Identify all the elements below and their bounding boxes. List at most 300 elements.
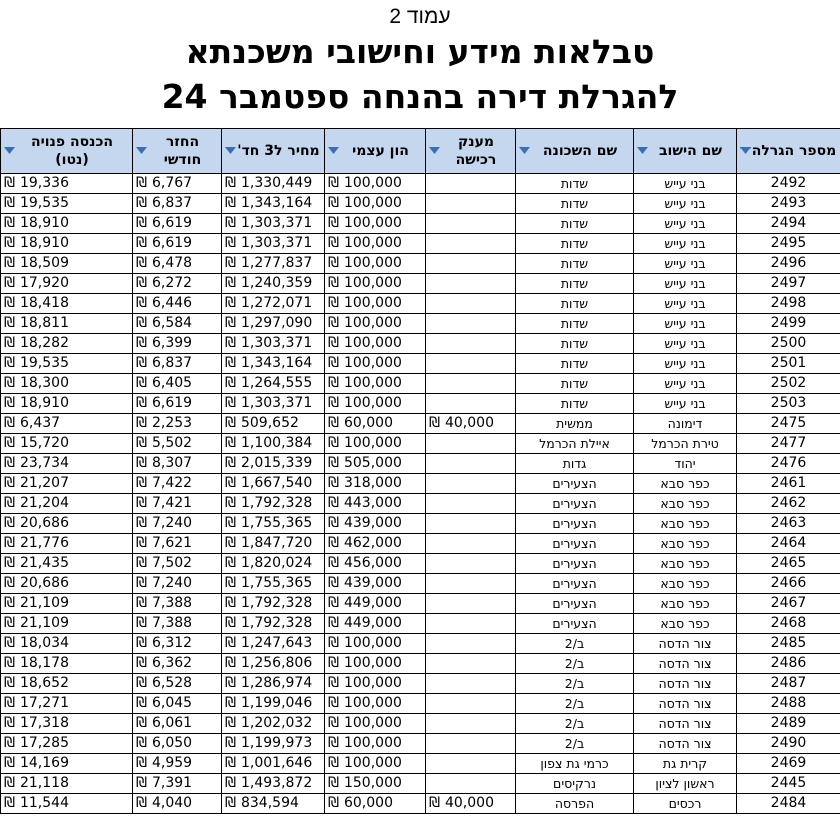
cell-neighborhood: כרמי גת צפון [516,754,634,774]
cell-neighborhood: נרקיסים [516,774,634,794]
cell-grant [426,294,516,314]
cell-grant [426,314,516,334]
cell-price [222,234,325,254]
cell-grant [426,394,516,414]
cell-neighborhood: ב/2 [516,714,634,734]
cell-value: 439,000 [343,515,402,531]
currency-symbol: ₪ [328,495,339,511]
cell-city: בני עייש [634,234,737,254]
currency-symbol: ₪ [4,395,15,411]
cell-value: 40,000 [444,415,494,431]
cell-price [222,794,325,814]
filter-icon[interactable] [225,147,236,155]
cell-grant [426,234,516,254]
cell-grant [426,194,516,214]
header-grant[interactable] [426,129,516,174]
cell-price [222,194,325,214]
currency-symbol: ₪ [328,275,339,291]
currency-symbol: ₪ [225,255,236,271]
cell-neighborhood: הצעירים [516,594,634,614]
cell-value: 100,000 [343,675,402,691]
cell-value: 1,820,024 [240,555,313,571]
cell-monthly-payment [133,434,222,454]
cell-value: 18,509 [19,255,69,271]
cell-value: 1,755,365 [240,515,313,531]
cell-monthly-payment [133,714,222,734]
filter-icon[interactable] [637,147,648,155]
currency-symbol: ₪ [328,215,339,231]
cell-price [222,414,325,434]
currency-symbol: ₪ [4,175,15,191]
cell-price [222,754,325,774]
currency-symbol: ₪ [136,255,147,271]
cell-value: 18,910 [19,395,69,411]
currency-symbol: ₪ [4,515,15,531]
currency-symbol: ₪ [225,615,236,631]
cell-neighborhood: גדות [516,454,634,474]
cell-lottery-number: 2467 [737,594,840,614]
currency-symbol: ₪ [136,515,147,531]
currency-symbol: ₪ [328,395,339,411]
header-equity[interactable] [325,129,426,174]
cell-value: 1,330,449 [240,175,313,191]
currency-symbol: ₪ [4,595,15,611]
cell-neighborhood: הפרסה [516,794,634,814]
cell-city: בני עייש [634,254,737,274]
currency-symbol: ₪ [328,655,339,671]
cell-value: 100,000 [343,735,402,751]
cell-grant [426,734,516,754]
cell-neighborhood: הצעירים [516,514,634,534]
currency-symbol: ₪ [328,675,339,691]
cell-monthly-payment [133,274,222,294]
currency-symbol: ₪ [328,295,339,311]
cell-grant [426,214,516,234]
cell-value: 449,000 [343,615,402,631]
cell-value: 18,178 [19,655,69,671]
cell-lottery-number: 2475 [737,414,840,434]
cell-neighborhood: איילת הכרמל [516,434,634,454]
cell-neighborhood: שדות [516,174,634,194]
currency-symbol: ₪ [4,575,15,591]
cell-value: 1,303,371 [240,395,313,411]
cell-grant [426,554,516,574]
cell-net-income [1,254,133,274]
currency-symbol: ₪ [225,395,236,411]
cell-price [222,674,325,694]
cell-net-income [1,454,133,474]
cell-monthly-payment [133,654,222,674]
currency-symbol: ₪ [4,315,15,331]
currency-symbol: ₪ [4,775,15,791]
cell-price [222,334,325,354]
table-row [1,214,840,234]
currency-symbol: ₪ [4,415,15,431]
table-row [1,454,840,474]
currency-symbol: ₪ [136,335,147,351]
cell-value: 11,544 [19,795,69,811]
table-row [1,174,840,194]
cell-price [222,394,325,414]
cell-price [222,534,325,554]
cell-price [222,594,325,614]
cell-grant [426,634,516,654]
cell-value: 7,502 [151,555,193,571]
cell-value: 4,959 [151,755,193,771]
cell-lottery-number: 2490 [737,734,840,754]
cell-equity [325,274,426,294]
cell-monthly-payment [133,514,222,534]
currency-symbol: ₪ [4,355,15,371]
cell-neighborhood: שדות [516,294,634,314]
table-row [1,754,840,774]
cell-monthly-payment [133,574,222,594]
header-price[interactable] [222,129,325,174]
cell-city: צור הדסה [634,634,737,654]
cell-price [222,374,325,394]
header-label: שם הישוב [659,143,722,159]
currency-symbol: ₪ [225,275,236,291]
cell-value: 100,000 [343,195,402,211]
cell-value: 1,303,371 [240,335,313,351]
cell-value: 6,837 [151,195,193,211]
table-row [1,374,840,394]
cell-grant [426,274,516,294]
cell-city: בני עייש [634,194,737,214]
cell-net-income [1,514,133,534]
currency-symbol: ₪ [136,355,147,371]
cell-price [222,574,325,594]
currency-symbol: ₪ [4,535,15,551]
table-row [1,634,840,654]
cell-value: 1,297,090 [240,315,313,331]
cell-city: יהוד [634,454,737,474]
cell-neighborhood: ב/2 [516,674,634,694]
cell-value: 1,792,328 [240,495,313,511]
cell-equity [325,774,426,794]
currency-symbol: ₪ [328,335,339,351]
currency-symbol: ₪ [225,635,236,651]
currency-symbol: ₪ [136,795,147,811]
cell-city: כפר סבא [634,594,737,614]
cell-monthly-payment [133,174,222,194]
cell-monthly-payment [133,614,222,634]
cell-value: 8,307 [151,455,193,471]
header-city[interactable] [634,129,737,174]
currency-symbol: ₪ [136,555,147,571]
cell-value: 100,000 [343,335,402,351]
currency-symbol: ₪ [136,775,147,791]
currency-symbol: ₪ [136,175,147,191]
currency-symbol: ₪ [328,555,339,571]
cell-price [222,314,325,334]
table-row [1,314,840,334]
filter-icon[interactable] [136,147,147,155]
cell-value: 100,000 [343,375,402,391]
cell-equity [325,294,426,314]
cell-city: בני עייש [634,214,737,234]
cell-value: 6,405 [151,375,193,391]
cell-equity [325,474,426,494]
cell-value: 456,000 [343,555,402,571]
header-label: מספר הגרלה [751,143,837,159]
cell-city: ראשון לציון [634,774,737,794]
table-row [1,434,840,454]
cell-lottery-number: 2501 [737,354,840,374]
cell-price [222,774,325,794]
header-label: מחיר ל3 חד' [237,143,320,159]
cell-neighborhood: ב/2 [516,654,634,674]
cell-grant [426,174,516,194]
cell-value: 6,399 [151,335,193,351]
cell-equity [325,214,426,234]
cell-neighborhood: שדות [516,374,634,394]
cell-lottery-number: 2503 [737,394,840,414]
cell-monthly-payment [133,734,222,754]
currency-symbol: ₪ [225,695,236,711]
cell-city: בני עייש [634,374,737,394]
filter-icon[interactable] [429,147,440,155]
cell-city: כפר סבא [634,514,737,534]
cell-city: קרית גת [634,754,737,774]
cell-value: 7,621 [151,535,193,551]
cell-value: 100,000 [343,295,402,311]
cell-value: 6,619 [151,235,193,251]
currency-symbol: ₪ [328,755,339,771]
cell-net-income [1,294,133,314]
header-lottery-number[interactable] [737,129,840,174]
cell-value: 1,755,365 [240,575,313,591]
cell-lottery-number: 2461 [737,474,840,494]
header-net-income[interactable] [1,129,133,174]
cell-value: 100,000 [343,695,402,711]
currency-symbol: ₪ [136,635,147,651]
cell-equity [325,194,426,214]
cell-lottery-number: 2489 [737,714,840,734]
cell-value: 100,000 [343,175,402,191]
cell-city: כפר סבא [634,494,737,514]
currency-symbol: ₪ [225,375,236,391]
cell-lottery-number: 2496 [737,254,840,274]
cell-monthly-payment [133,194,222,214]
currency-symbol: ₪ [136,275,147,291]
cell-grant [426,714,516,734]
cell-equity [325,354,426,374]
currency-symbol: ₪ [328,415,339,431]
cell-value: 509,652 [240,415,299,431]
cell-grant [426,794,516,814]
cell-city: בני עייש [634,354,737,374]
cell-value: 21,207 [19,475,69,491]
cell-city: בני עייש [634,334,737,354]
cell-neighborhood: שדות [516,394,634,414]
cell-grant [426,374,516,394]
cell-price [222,174,325,194]
currency-symbol: ₪ [136,235,147,251]
cell-price [222,714,325,734]
cell-value: 19,535 [19,355,69,371]
cell-net-income [1,534,133,554]
cell-neighborhood: שדות [516,254,634,274]
cell-value: 15,720 [19,435,69,451]
cell-grant [426,454,516,474]
currency-symbol: ₪ [136,535,147,551]
cell-price [222,614,325,634]
currency-symbol: ₪ [136,315,147,331]
cell-neighborhood: ב/2 [516,734,634,754]
cell-value: 6,619 [151,395,193,411]
currency-symbol: ₪ [136,475,147,491]
cell-net-income [1,474,133,494]
cell-value: 318,000 [343,475,402,491]
cell-value: 18,282 [19,335,69,351]
cell-monthly-payment [133,794,222,814]
cell-monthly-payment [133,754,222,774]
cell-grant [426,494,516,514]
currency-symbol: ₪ [4,675,15,691]
cell-monthly-payment [133,314,222,334]
cell-price [222,514,325,534]
cell-value: 20,686 [19,515,69,531]
page-title-line2: להגרלת דירה בהנחה ספטמבר 24 [161,77,679,116]
currency-symbol: ₪ [328,455,339,471]
cell-value: 1,199,973 [240,735,313,751]
cell-net-income [1,234,133,254]
currency-symbol: ₪ [225,415,236,431]
cell-price [222,214,325,234]
cell-value: 1,847,720 [240,535,313,551]
cell-grant [426,694,516,714]
cell-neighborhood: שדות [516,334,634,354]
currency-symbol: ₪ [4,795,15,811]
cell-net-income [1,614,133,634]
cell-grant [426,254,516,274]
cell-value: 5,502 [151,435,193,451]
cell-neighborhood: ב/2 [516,694,634,714]
currency-symbol: ₪ [4,275,15,291]
cell-net-income [1,214,133,234]
cell-city: דימונה [634,414,737,434]
currency-symbol: ₪ [225,215,236,231]
cell-value: 18,910 [19,215,69,231]
currency-symbol: ₪ [328,375,339,391]
currency-symbol: ₪ [4,655,15,671]
currency-symbol: ₪ [4,455,15,471]
cell-net-income [1,734,133,754]
header-monthly-payment[interactable] [133,129,222,174]
cell-equity [325,714,426,734]
currency-symbol: ₪ [225,535,236,551]
cell-price [222,494,325,514]
cell-value: 17,285 [19,735,69,751]
cell-monthly-payment [133,534,222,554]
filter-icon[interactable] [519,147,530,155]
currency-symbol: ₪ [4,755,15,771]
cell-monthly-payment [133,354,222,374]
cell-lottery-number: 2486 [737,654,840,674]
cell-net-income [1,714,133,734]
currency-symbol: ₪ [328,515,339,531]
currency-symbol: ₪ [225,455,236,471]
currency-symbol: ₪ [136,735,147,751]
cell-monthly-payment [133,334,222,354]
cell-equity [325,314,426,334]
cell-value: 21,435 [19,555,69,571]
filter-icon[interactable] [4,147,15,155]
cell-value: 6,061 [151,715,193,731]
currency-symbol: ₪ [4,215,15,231]
currency-symbol: ₪ [328,595,339,611]
cell-value: 1,202,032 [240,715,313,731]
cell-lottery-number: 2462 [737,494,840,514]
cell-monthly-payment [133,494,222,514]
cell-neighborhood: שדות [516,194,634,214]
table-row [1,714,840,734]
filter-icon[interactable] [328,147,339,155]
currency-symbol: ₪ [328,575,339,591]
cell-equity [325,454,426,474]
cell-grant [426,594,516,614]
cell-price [222,254,325,274]
currency-symbol: ₪ [225,655,236,671]
currency-symbol: ₪ [136,415,147,431]
currency-symbol: ₪ [328,735,339,751]
table-row [1,574,840,594]
cell-value: 100,000 [343,635,402,651]
currency-symbol: ₪ [328,695,339,711]
cell-value: 100,000 [343,235,402,251]
currency-symbol: ₪ [225,435,236,451]
cell-net-income [1,654,133,674]
cell-net-income [1,314,133,334]
cell-value: 1,493,872 [240,775,313,791]
cell-net-income [1,334,133,354]
currency-symbol: ₪ [225,195,236,211]
header-label: שם השכונה [542,143,618,159]
table-body [1,174,840,814]
header-neighborhood[interactable] [516,129,634,174]
cell-value: 1,277,837 [240,255,313,271]
cell-equity [325,554,426,574]
cell-value: 7,421 [151,495,193,511]
cell-city: צור הדסה [634,734,737,754]
header-label: מענק רכישה [455,134,497,168]
cell-city: צור הדסה [634,714,737,734]
filter-icon[interactable] [740,147,751,155]
cell-net-income [1,194,133,214]
cell-value: 6,312 [151,635,193,651]
cell-lottery-number: 2488 [737,694,840,714]
currency-symbol: ₪ [4,255,15,271]
cell-value: 18,811 [19,315,69,331]
currency-symbol: ₪ [4,695,15,711]
cell-value: 505,000 [343,455,402,471]
cell-city: כפר סבא [634,574,737,594]
currency-symbol: ₪ [225,495,236,511]
header-label: הון עצמי [352,143,409,159]
cell-value: 6,272 [151,275,193,291]
currency-symbol: ₪ [136,495,147,511]
cell-price [222,294,325,314]
cell-value: 6,584 [151,315,193,331]
cell-grant [426,354,516,374]
cell-lottery-number: 2466 [737,574,840,594]
currency-symbol: ₪ [136,595,147,611]
cell-equity [325,254,426,274]
currency-symbol: ₪ [429,415,440,431]
cell-value: 1,240,359 [240,275,313,291]
cell-grant [426,774,516,794]
